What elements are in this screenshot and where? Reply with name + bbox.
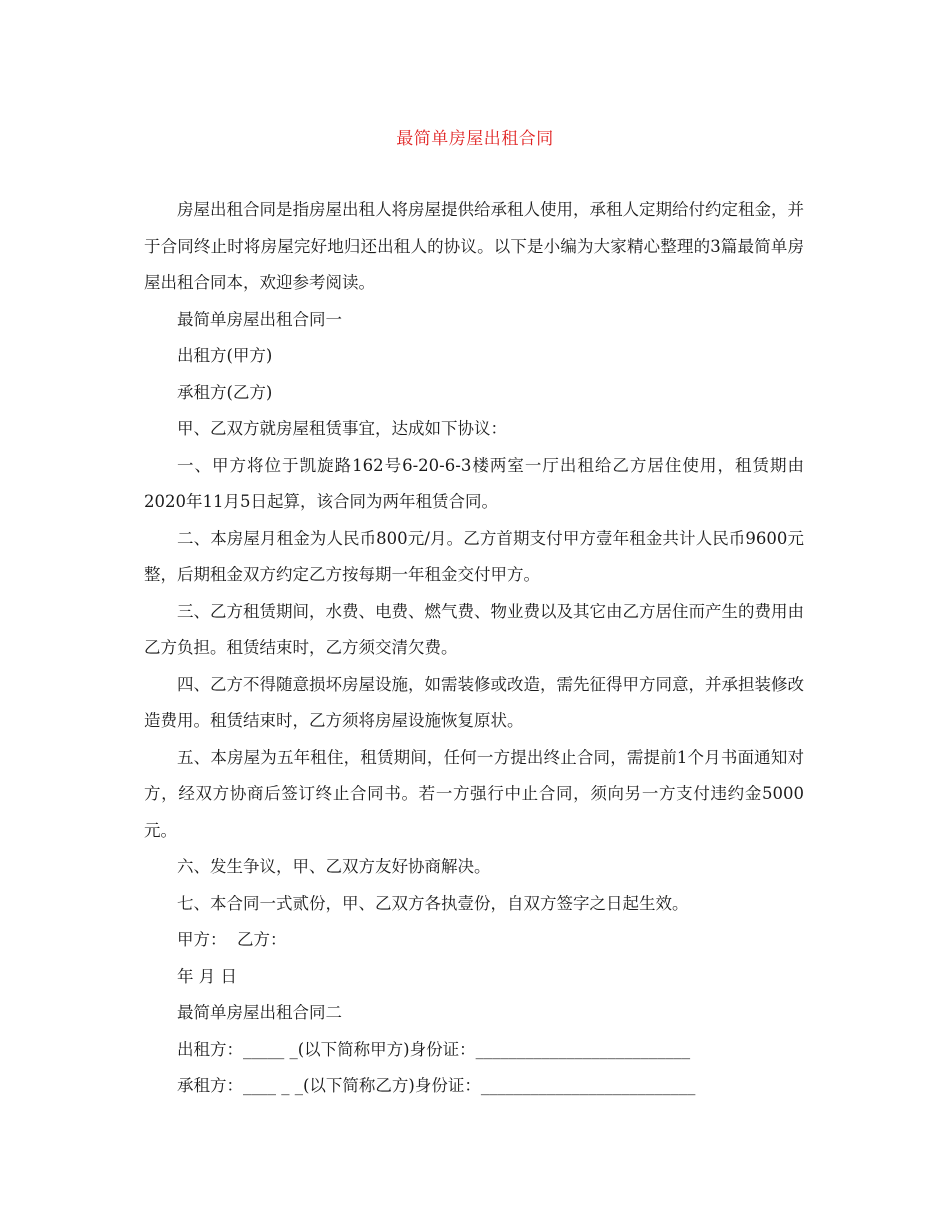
clause-5: 五、本房屋为五年租住，租赁期间，任何一方提出终止合同，需提前1个月书面通知对方，经双方协商后签订终止合同书。若一方强行中止合同，须向另一方支付违约金5000元。 — [144, 747, 804, 840]
clause-7: 七、本合同一式贰份，甲、乙双方各执壹份，自双方签字之日起生效。 — [177, 893, 689, 913]
intro-paragraph: 房屋出租合同是指房屋出租人将房屋提供给承租人使用，承租人定期给付约定租金，并于合同终止时将房屋完好地归还出租人的协议。以下是小编为大家精心整理的3篇最简单房屋出租合同本，欢迎参考阅读。 — [144, 200, 804, 292]
document-body — [144, 192, 804, 1105]
document-title: 最简单房屋出租合同 — [396, 129, 554, 149]
lessee-label: 承租方(乙方) — [177, 382, 273, 402]
clause-6: 六、发生争议，甲、乙双方友好协商解决。 — [177, 857, 491, 876]
lessor-id-line: 出租方：_____ _(以下简称甲方)身份证：__________________________ — [177, 1039, 691, 1059]
clause-1: 一、甲方将位于凯旋路162号6-20-6-3楼两室一厅出租给乙方居住使用，租赁期由2020年11月5日起算，该合同为两年租赁合同。 — [144, 455, 804, 511]
lessee-id-line: 承租方：____ _ _(以下简称乙方)身份证：__________________________ — [177, 1076, 696, 1095]
clause-2: 二、本房屋月租金为人民币800元/月。乙方首期支付甲方壹年租金共计人民币9600元整，后期租金双方约定乙方按每期一年租金交付甲方。 — [144, 528, 804, 584]
lessor-label: 出租方(甲方) — [177, 346, 273, 365]
clause-3: 三、乙方租赁期间，水费、电费、燃气费、物业费以及其它由乙方居住而产生的费用由乙方负担。租赁结束时，乙方须交清欠费。 — [144, 601, 804, 657]
date-line: 年 月 日 — [177, 966, 237, 986]
section-heading-2: 最简单房屋出租合同二 — [177, 1003, 342, 1022]
agreement-intro: 甲、乙双方就房屋租赁事宜，达成如下协议： — [177, 419, 507, 438]
signature-line: 甲方： 乙方： — [177, 930, 287, 949]
section-heading-1: 最简单房屋出租合同一 — [177, 309, 342, 329]
clause-4: 四、乙方不得随意损坏房屋设施，如需装修或改造，需先征得甲方同意，并承担装修改造费用。租赁结束时，乙方须将房屋设施恢复原状。 — [144, 674, 804, 730]
